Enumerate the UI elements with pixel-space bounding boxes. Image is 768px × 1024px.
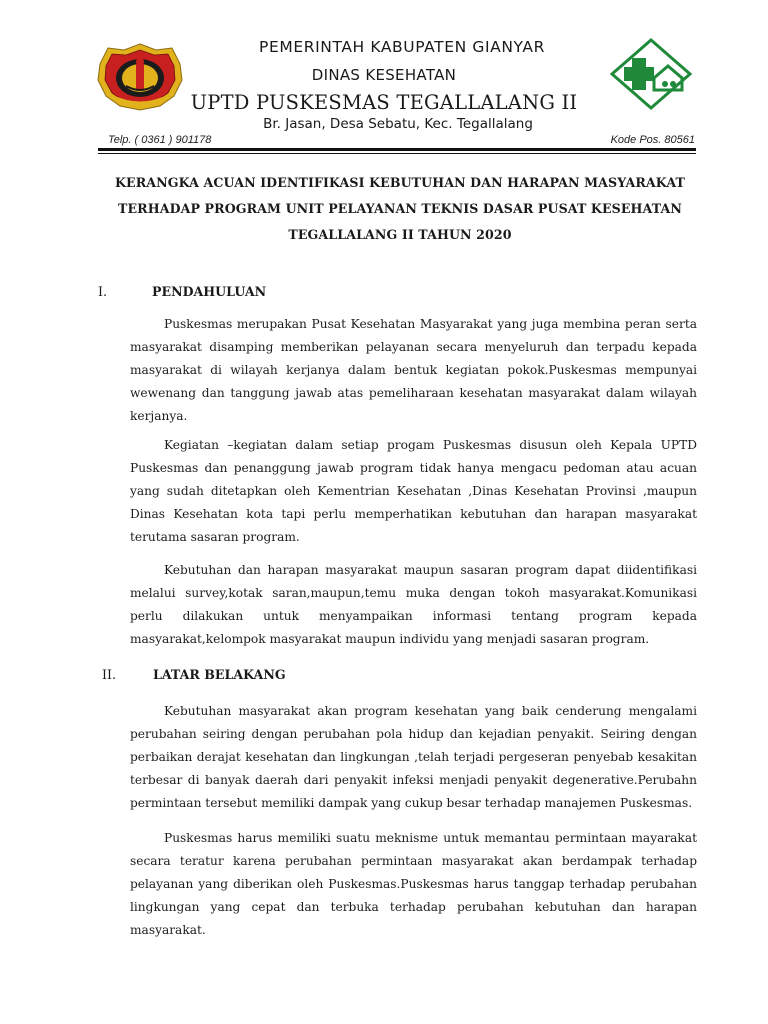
title-line-1: KERANGKA ACUAN IDENTIFIKASI KEBUTUHAN DAN HARAPAN MASYARAKAT [115,175,685,190]
address: Br. Jasan, Desa Sebatu, Kec. Tegallalang [263,116,533,132]
postal-code: Kode Pos. 80561 [610,134,695,146]
paragraph: Kebutuhan masyarakat akan program kesehatan yang baik cenderung mengalami perubahan seiring dengan perubahan pola hidup dan kejadian penyakit. Seiring dengan perbaikan derajat kesehatan dan lingkungan ,telah terjadi pergeseran penyebab kesakitan terbesar di banyak daerah dari penyakit infeksi menjadi penyakit degenerative.Perubahn permintaan tersebut memiliki dampak yang cukup besar terhadap manajemen Puskesmas. [130,704,697,810]
section-heading-latar-belakang: LATAR BELAKANG [153,667,286,682]
paragraph: Puskesmas merupakan Pusat Kesehatan Masyarakat yang juga membina peran serta masyarakat disamping memberikan pelayanan secara menyeluruh dan terpadu kepada masyarakat di wilayah kerjanya dalam bentuk kegiatan pokok.Puskesmas mempunyai wewenang dan tanggung jawab atas pemeliharaan kesehatan masyarakat dalam wilayah kerjanya. [130,317,697,423]
paragraph: Kegiatan –kegiatan dalam setiap progam Puskesmas disusun oleh Kepala UPTD Puskesmas dan penanggung jawab program tidak hanya mengacu pedoman atau acuan yang sudah ditetapkan oleh Kementrian Kesehatan ,Dinas Kesehatan Provinsi ,maupun Dinas Kesehatan kota tapi perlu memperhatikan kebutuhan dan harapan masyarakat terutama sasaran program. [130,438,697,544]
letterhead-divider-thin [98,153,696,154]
section-heading-pendahuluan: PENDAHULUAN [152,284,267,299]
department-name: DINAS KESEHATAN [311,66,457,84]
phone-number: Telp. ( 0361 ) 901178 [108,134,212,146]
letterhead [0,0,768,160]
title-line-2: TERHADAP PROGRAM UNIT PELAYANAN TEKNIS DASAR PUSAT KESEHATAN [118,201,682,216]
institution-name: UPTD PUSKESMAS TEGALLALANG II [190,91,578,114]
paragraph: Kebutuhan dan harapan masyarakat maupun sasaran program dapat diidentifikasi melalui survey,kotak saran,maupun,temu muka dengan tokoh masyarakat.Komunikasi perlu dilakukan untuk menyampaikan informasi tentang program kepada masyarakat,kelompok masyarakat maupun individu yang menjadi sasaran program. [130,563,697,646]
document-title [60,170,740,248]
letterhead-divider-thick [98,148,696,151]
government-name: PEMERINTAH KABUPATEN GIANYAR [259,38,545,56]
section-number: II. [102,667,116,682]
section-number: I. [98,284,107,299]
paragraph: Puskesmas harus memiliki suatu meknisme untuk memantau permintaan mayarakat secara teratur karena perubahan permintaan masyarakat akan berdampak terhadap pelayanan yang diberikan oleh Puskesmas.Puskesmas harus tanggap terhadap perubahan lingkungan yang cepat dan terbuka terhadap perubahan kebutuhan dan harapan masyarakat. [130,831,697,937]
title-line-3: TEGALLALANG II TAHUN 2020 [288,227,512,242]
puskesmas-emblem-icon [610,38,692,110]
